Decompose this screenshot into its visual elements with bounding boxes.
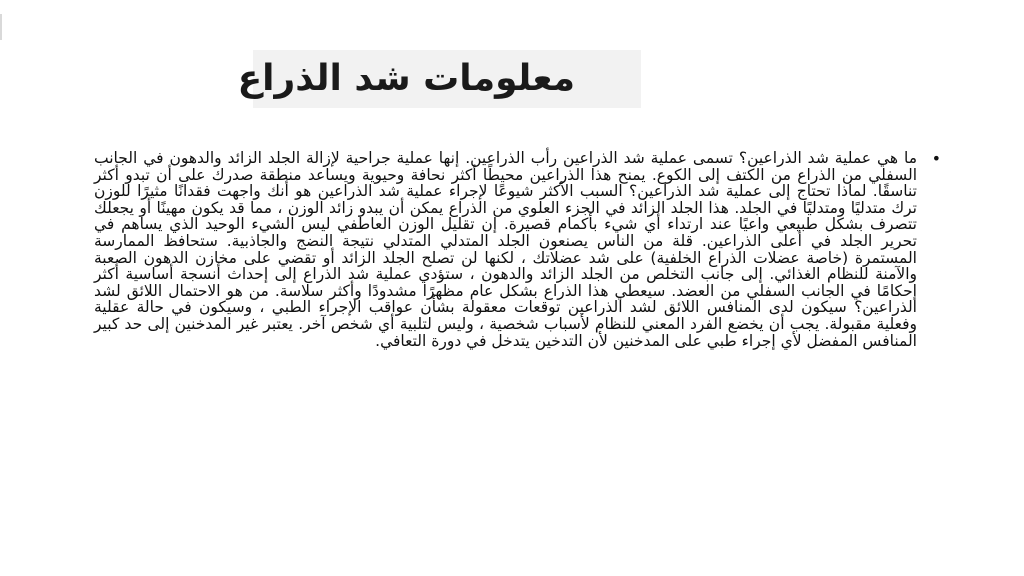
bullet-item — [94, 149, 941, 350]
bullet-text: ما هي عملية شد الذراعين؟ تسمى عملية شد الذراعين رأب الذراعين. إنها عملية جراحية لإزالة الجلد الزائد والدهون في الجانب السفلي من الذراع من الكتف إلى الكوع. يمنح هذا الذراعين محيطًا أكثر نحافة وحيوية ويساعد منطقة صدرك على أن تبدو أكثر تناسقًا. لماذا تحتاج إلى عملية شد الذراعين؟ السبب الأكثر شيوعًا لإجراء عملية شد الذراعين هو أنك واجهت فقدانًا مثيرًا للوزن ترك متدليًا ومتدليًا في الجلد. هذا الجلد الزائد في الجزء العلوي من الذراع يمكن أن يبدو زائد الوزن ، مما قد يكون مهينًا أو يجعلك تتصرف بشكل طبيعي واعيًا عند ارتداء أي شيء بأكمام قصيرة. إن تقليل الوزن العاطفي ليس الشيء الوحيد الذي يساهم في تحرير الجلد في أعلى الذراعين. قلة من الناس يصنعون الجلد المتدلي المتدلي نتيجة النضج والجاذبية. ستحافظ الممارسة المستمرة (خاصة عضلات الذراع الخلفية) على شد عضلاتك ، لكنها لن تصلح الجلد الزائد أو تقضي على مخازن الدهون الصعبة والآمنة للنظام الغذائي. إلى جانب التخلص من الجلد الزائد والدهون ، ستؤدي عملية شد الذراع إلى إحداث أنسجة أساسية أكثر إحكامًا في الجانب السفلي من العضد. سيعطي هذا الذراع بشكل عام مظهرًا مشدودًا وأكثر سلاسة. من هو الاحتمال اللائق لشد الذراعين؟ سيكون لدى المنافس اللائق لشد الذراعين توقعات معقولة بشأن عواقب الإجراء الطبي ، وسيكون في حالة عقلية وفعلية مقبولة. يجب أن يخضع الفرد المعني للنظام لأسباب شخصية ، وليس لتلبية أي شخص آخر. يعتبر غير المدخنين إلى حد كبير المنافس المفضل لأي إجراء طبي على المدخنين لأن التدخين يتدخل في دورة التعافي. — [94, 149, 917, 350]
bullet-list — [94, 150, 939, 349]
title-box — [237, 50, 641, 108]
content-area — [94, 150, 939, 349]
bullet-icon: • — [931, 149, 941, 168]
edge-mark — [0, 14, 2, 40]
slide-title: معلومات شد الذراع — [237, 58, 575, 99]
